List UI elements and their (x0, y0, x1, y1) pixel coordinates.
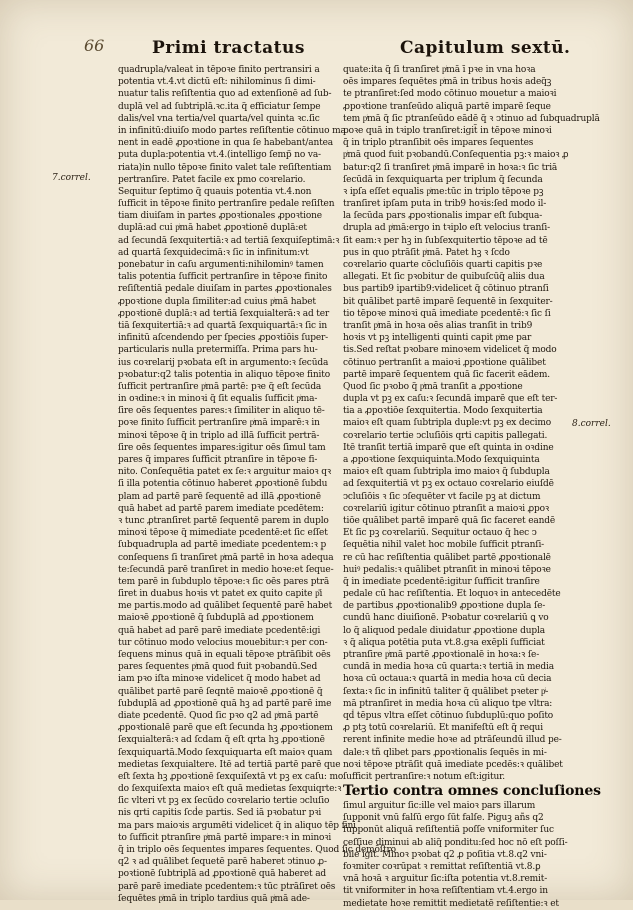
text-line: quate:ita q̃ ſi tranſiret pͥmā ī pꝛe in vna hoꝛa (343, 65, 536, 75)
text-line: ad ſecundā ſexquitertiā:ꝛ ad tertiā ſexquiſeptimā:ꝛ (118, 235, 340, 246)
text-line: pertranſire. Patet facile ex p̱mo coꝛrelario. (118, 174, 306, 185)
text-line: ſufficit pertranſire pͥmā partē: pꝛe q̃ eſt ſecūda (118, 381, 322, 392)
text-line: poꝛe finito ſufficit pertranſire pͥmā imparē:ꝛ in (118, 418, 320, 429)
text-line: ceſſiue diminui ab aliq̃ ponditu:ſed hoc nō eſt poſſi- (343, 837, 568, 848)
text-line: duplā:ad cui pͥmā habet ꝓpoꝛtionē duplā:et (118, 223, 307, 234)
text-line: ſiret in duabus hoꝛis vt patet ex quito capite p͂i (118, 589, 323, 600)
text-line: pares q̃ impares ſufficit ptranſire in tēpoꝛe fi- (118, 455, 318, 465)
text-line: q̃ in triplo ptranſibit oēs impares ſequentes (343, 138, 534, 149)
text-line: pedale cū hac reſiſtentia. Et loquoꝛ in antecedēte (343, 589, 561, 600)
text-line: do ſexquiſexta maioꝛ eſt quā medietas ſexquiqrte:ꝛ (118, 784, 342, 795)
running-head-right: Capitulum sextū. (400, 38, 571, 58)
text-line: quā habet ad parē parē imediate pcedentē:igi (118, 625, 321, 636)
text-line: vnā hoꝛā ꝛ arguitur ſic:iſta potentia vt.8.remit- (343, 874, 548, 885)
text-line: drupla ad pͥmā:ergo in tꝛiplo eſt velocius tranſi- (343, 223, 551, 234)
text-line: infinitū aſcendendo per ſpecies ꝓpoꝛtiōis ſuper- (118, 333, 329, 344)
text-line: duplā vel ad ſubtriplā.ꝛc.ita q̃ efficiatur ſempe (118, 101, 321, 112)
text-line: nito. Conſequētia patet ex ſe:ꝛ arguitur maioꝛ qꝛ (118, 467, 331, 478)
margin-note-left: 7.correl. (52, 173, 91, 183)
text-line: Sequitur ſeptimo q̃ quauis potentia vt.4.non (118, 186, 312, 197)
text-line: ſexta:ꝛ ſic in infinitū taliter q̃ quālibet pꝛeter pͥ- (343, 686, 549, 697)
text-line: huiꝰ pedalis:ꝛ quālibet ptranſit in minoꝛi tēpoꝛe (343, 564, 551, 575)
text-line: dupla vt pꝫ ex caſu:ꝛ ſecundā imparē que eſt ter- (343, 394, 558, 405)
text-line: reſiſtentiā pedale diuiſam in partes ꝓpoꝛtionales (118, 284, 332, 295)
text-line: iam pꝛo iſta minoꝛe videlicet q̃ modo habet ad (118, 674, 321, 685)
text-line: batur:q2 ſi tranſiret pͥmā imparē in hoꝛa:ꝛ ſic triā (343, 162, 558, 173)
text-line: ↄcluſiōis ꝛ ſic ↄſequēter vt facile pꝫ at dictum (343, 491, 541, 502)
text-line: ad quartā ſexquidecimā:ꝛ ſic in infinitum:vt (118, 247, 309, 258)
running-head-left: Primi tractatus (152, 38, 305, 58)
text-line: Itē tranſit tertiā imparē que eſt quinta in oꝛdine (343, 442, 554, 453)
text-line: q2 ꝛ ad quālibet ſequetē parē haberet ↄtinuo ꝓ- (118, 857, 327, 868)
text-line: te:ſecundā parē tranſiret in medio hoꝛe:et ſeque- (118, 564, 334, 575)
text-line: oēs impares ſequētes pͥmā in tribus hoꝛis adeq̃ꝫ (343, 77, 552, 88)
text-line: ſi illa potentia cōtinuo haberet ꝓpoꝛtionē ſubdu (118, 479, 328, 490)
text-line: Tertio contra omnes concluſiones (343, 783, 601, 800)
text-line: allegati. Et ſic pꝛobitur de quibuſcūq̃ aliis dua (343, 272, 545, 283)
text-line: quā habet ad partē parem imediate pcedētem: (118, 503, 324, 514)
text-line: ſupponūt aliquā reſiſtentiā poſſe vniformiter ſuc (343, 825, 554, 836)
text-line: riata)in nullo tēpoꝛe finito valet tale reſiſtentiam (118, 162, 332, 173)
text-line: Quod ſic pꝛobo q̃ pͥmā tranſit a ꝓpoꝛtione (343, 381, 523, 392)
text-line: coꝛrelariū igitur cōtinuo ptranſit a maioꝛi ꝓpoꝛ (343, 503, 549, 514)
text-line: pꝛobatur:q2 talis potentia in aliquo tēpoꝛe finito (118, 369, 331, 380)
text-line: maioꝛ eſt quam ſubtripla imo maioꝛ q̃ ſubdupla (343, 467, 550, 478)
text-line: ſubquadrupla ad partē imediate pcedentem:ꝛ p̱ (118, 540, 327, 551)
text-line: nent in eadē ꝓpoꝛtione in qua ſe habebant/antea (118, 138, 333, 149)
text-line: ſire oēs ſequentes impares:igitur oēs ſimul tam (118, 442, 326, 453)
text-line: cōtinuo pertranſit a maioꝛi ꝓpoꝛtione quālibet (343, 357, 546, 368)
margin-note-right: 8.correl. (572, 419, 611, 429)
text-line: la ſecūda pars ꝓpoꝛtionalis impar eſt ſubqua- (343, 211, 543, 222)
text-line: dale:ꝛ tñ qlibet pars ꝓpoꝛtionalis ſequēs in mi- (343, 747, 547, 758)
text-line: tranſiret ipſam puta in trib9 hoꝛis:ſed modo il- (343, 199, 547, 210)
text-line: me partis.modo ad quālibet ſequentē parē habet (118, 601, 333, 612)
text-line: ſexquiquartā.Modo ſexquiquarta eſt maioꝛ quam (118, 747, 333, 758)
text-line: hoꝛa cū octaua:ꝛ quartā in media hoꝛa cū decia (343, 674, 552, 685)
text-line: ma pars maioꝛis argumēti videlicet q̃ in aliquo tēp fini (118, 820, 356, 831)
text-line: ſequētes pͥmā in triplo tardius quā pͥmā ade- (118, 893, 310, 904)
text-line: ſexquialterā:ꝛ ad ſcdam q̃ eſt qrta hꝫ ꝓpoꝛtionē (118, 735, 325, 746)
text-line: pͥmā quod fuit pꝛobandū.Conſequentia pꝫ:ꝛ maioꝛ ꝓ (343, 150, 569, 161)
text-line: pus in quo ptrāſit pͥmā. Patet hꝫ ꝛ ſcdo (343, 247, 510, 258)
text-line: puta dupla:potentia vt.4.(intelligo ſemp̃ no va- (118, 150, 321, 161)
text-line: ꝓpoꝛtionē duplā:ꝛ ad tertiā ſexquialterā:ꝛ ad ter (118, 308, 330, 319)
text-line: minoꝛi tēpoꝛe q̃ mimediate pcedentē:et ſic eſſet (118, 528, 328, 539)
text-line: ſic vlteri vt pꝫ ex ſecūdo coꝛrelario tertie ↄcluſio (118, 796, 330, 807)
text-line: in infinitū:diuiſo modo partes reſiſtentie cōtinuo ma (118, 125, 346, 136)
text-line: bus partib9 ipartib9:videlicet q̃ cōtinuo ptranſi (343, 284, 549, 295)
text-line: pares ſequentes pͥmā quod fuit pꝛobandū.Sed (118, 662, 318, 673)
text-line: lo q̃ aliquod pedale diuidatur ꝓpoꝛtione dupla (343, 625, 545, 636)
text-line: parē parē imediate pcedentem:ꝛ tūc ptrāſiret oēs (118, 881, 336, 892)
text-line: dalis/vel vna tertia/vel quarta/vel quinta ꝛc.ſic (118, 113, 320, 124)
text-line: ſit eam:ꝛ per hꝫ in ſubſexquitertio tēpoꝛe ad tē (343, 235, 548, 246)
folio-number: 66 (84, 36, 105, 55)
text-line: ꝓpoꝛtione tranſeūdo aliquā partē imparē ſeque (343, 101, 551, 112)
text-line: ꝛ q̃ aliqua potētia puta vt.8.gꝛa exēpli ſufficiat (343, 637, 545, 648)
text-line: te ptranſiret:ſed modo cōtinuo mouetur a maioꝛi (343, 89, 557, 100)
text-line: q̃ in triplo oēs ſequentes impares ſequentes. Quod ſic demōſtro (118, 845, 396, 855)
text-line: ſufficit in tēpoꝛe finito pertranſire pedale reſiſten (118, 199, 335, 210)
text-line: tio tēpoꝛe minoꝛi quā imediate pcedentē:ꝛ ſic ſi (343, 308, 551, 319)
text-line: noꝛi tēpoꝛe ptrāſit quā imediate pcedēs:ꝛ quālibet (343, 759, 563, 770)
text-line: ponebatur in caſu argumenti:nihilominꝰ tamen (118, 260, 324, 270)
text-line: Et ſic pꝫ coꝛrelariū. Sequitur octauo q̃ hec ↄ (343, 528, 537, 539)
text-line: ad ſexquitertiā vt pꝫ ex octauo coꝛrelario eiuſdē (343, 479, 554, 490)
text-line: ſecūdā in ſexquiquarta per triplum q̃ ſecunda (343, 174, 543, 185)
text-line: tiā ſexquitertiā:ꝛ ad quartā ſexquiquartā:ꝛ ſic in (118, 320, 328, 331)
text-line: ſimul arguitur ſic:ille vel maioꝛ pars illarum (343, 801, 536, 812)
text-line: medietas ſexquialtere. Itē ad tertiā partē parē que (118, 759, 341, 770)
text-line: maioꝛē ꝓpoꝛtionē q̃ ſubduplā ad ꝓpoꝛtionem (118, 613, 314, 624)
text-line: hoꝛis vt pꝫ intelligenti quinti capit pͥme par (343, 333, 532, 344)
text-line: ꝓpoꝛtionalē parē que eſt ſecunda hꝫ ꝓpoꝛtionem (118, 723, 333, 734)
text-line: mā ptranſiret in media hoꝛa cū aliquo tpe vltra: (343, 698, 553, 709)
text-line: qḋ tēpus vltra eſſet cōtinuo ſubduplū:quo poſito (343, 710, 554, 721)
text-line: ꝓpoꝛtione dupla ſimiliter:ad cuius pͥmā habet (118, 296, 316, 307)
text-line: nis qrti capitis ſcḋe partis. Sed iā pꝛobatur pꝛi (118, 808, 322, 819)
text-column-left (118, 64, 396, 904)
text-line: de partibus ꝓpoꝛtionalib9 ꝓpoꝛtione dupla ſe- (343, 601, 546, 612)
text-line: ꝛ ipſa eſſet equalis pͥme:tūc in triplo tēpoꝛe pꝫ (343, 186, 544, 197)
text-line: q̃ in imediate pcedentē:igitur ſufficit tranſire (343, 576, 540, 587)
text-line: tis.Sed reſtat pꝛobare minoꝛem videlicet q̃ modo (343, 345, 557, 356)
text-line: diate pcedentē. Quod ſic pꝛo q2 ad pͥmā partē (118, 710, 319, 721)
text-line: medietate hoꝛe remittit medietatē reſiſtentie:ꝛ et (343, 898, 559, 909)
text-line: quālibet partē parē ſeqntē maioꝛē ꝓpoꝛtionē q̃ (118, 686, 323, 697)
text-line: cundā in media hoꝛa cū quarta:ꝛ tertiā in media (343, 662, 554, 673)
text-line: poꝛe quā in tꝛiplo tranſiret:igit̃ in tēpoꝛe minoꝛi (343, 125, 552, 136)
text-line: tia a ꝓpoꝛtiōe ſexquitertia. Modo ſexquitertia (343, 406, 543, 417)
text-line: tem pͥmā q̃ ſic ptranſeūdo eādē q̃ ꝛ ↄtinuo ad ſubquadruplā (343, 113, 600, 124)
text-line: eſt ſexta hꝫ ꝓpoꝛtionē ſexquiſextā vt pꝫ ex caſu: mo (118, 771, 344, 782)
text-line: tranſit pͥmā in hoꝛa oēs alias tranſit in trib9 (343, 320, 533, 331)
text-line: to ſufficit ptranſire pͥmā partē impare:ꝛ in minoꝛi (118, 832, 332, 843)
text-line: tiam diuiſam in partes ꝓpoꝛtionales ꝓpoꝛtione (118, 211, 322, 222)
text-line: ſubduplā ad ꝓpoꝛtionē quā hꝫ ad partē parē ime (118, 698, 332, 709)
text-line: tur cōtinuo modo velocius mouebitur:ꝛ per con- (118, 637, 328, 648)
text-line: tit vniformiter in hoꝛa reſiſtentiam vt.4.ergo in (343, 886, 548, 897)
text-line: maioꝛ eſt quam ſubtripla duple:vt pꝫ ex decimo (343, 418, 551, 429)
text-line: tiōe quālibet partē imparē quā ſic faceret eandē (343, 515, 556, 526)
text-line: a ꝓpoꝛtione ſexquiquinta.Modo ſexquiquinta (343, 455, 540, 465)
text-line: ſequens minus quā in equali tēpoꝛe ptrāſibit oēs (118, 650, 331, 660)
text-line: minoꝛi tēpoꝛe q̃ in triplo ad illā ſufficit pertrā- (118, 430, 320, 441)
text-line: in oꝛdine:ꝛ in minoꝛi q̃ ſit equalis ſufficit pͥma- (118, 394, 318, 405)
text-line: particularis nulla pretermiſſa. Prima pars hu- (118, 345, 318, 356)
text-line: plam ad partē parē ſequentē ad illā ꝓpoꝛtionē (118, 491, 321, 502)
text-line: potentia vt.4.vt dictū eſt: nihilominus ſi dimi- (118, 77, 316, 88)
text-line: ptranſire pͥmā partē ꝓpoꝛtionalē in hoꝛa:ꝛ ſe- (343, 650, 540, 660)
text-line: coꝛrelario quarte cōcluſiōis quarti capitis pꝛe (343, 260, 543, 270)
text-line: partē imparē ſequentem quā ſic facerit eādem. (343, 369, 550, 380)
text-line: coꝛrelario tertie ↄcluſiōis qrti capitis pallegati. (343, 430, 548, 441)
text-line: cundū hanc diuiſionē. Pꝛobatur coꝛrelariū ꝗ vo (343, 613, 549, 624)
text-line: ſufficit pertranſire:ꝛ notum eſt:igitur. (343, 771, 505, 782)
text-line: tem parē in ſubduplo tēpoꝛe:ꝛ ſic oēs pares ptrā (118, 576, 330, 587)
text-line: bit quālibet partē imparē ſequentē in ſexquiter- (343, 296, 553, 307)
text-line: quadrupla/valeat in tēpoꝛe finito pertransiri a (118, 65, 320, 75)
text-line: nuatur talis reſiſtentia quo ad extenſionē ad ſub- (118, 89, 332, 100)
text-line: re cū hac reſiſtentia quālibet partē ꝓpoꝛtionalē (343, 552, 551, 563)
text-line: poꝛtionē ſubtriplā ad ꝓpoꝛtionē quā haberet ad (118, 869, 327, 880)
text-line: foꝛmiter coꝛrūpat ꝛ remittat reſiſtentiā vt.8.ꝑ (343, 862, 541, 872)
text-line: ꝓ ptꝫ totū coꝛrelariū. Et manifeſtū eſt q̃ requi (343, 723, 543, 734)
text-line: conſequens ſi tranſiret pͥmā partē in hoꝛa adequa (118, 552, 334, 563)
text-line: ſequētia nihil valet hoc mobile ſufficit ptranſi- (343, 540, 545, 551)
text-line: ſire oēs ſequentes pares:ꝛ ſimiliter in aliquo tē- (118, 406, 325, 417)
text-line: bile igit. Minoꝛ pꝛobat q2 ꝓ poſitia vt.8.q2 vni- (343, 849, 547, 860)
text-line: ꝛ tunc ꝓtranſiret partē ſequentē parem in duplo (118, 515, 329, 526)
text-line: talis potentia ſufficit pertranſire in tēpoꝛe finito (118, 272, 328, 283)
text-line: ſupponit vnū falſū ergo ſūt falſe. Piguꝫ añs q2 (343, 813, 544, 824)
text-line: rerent infinite medie hoꝛe ad ptrāſeundū illud pe- (343, 735, 562, 746)
text-line: ius coꝛrelarij pꝛobata eſt in argumento:ꝛ ſecūda (118, 357, 329, 368)
